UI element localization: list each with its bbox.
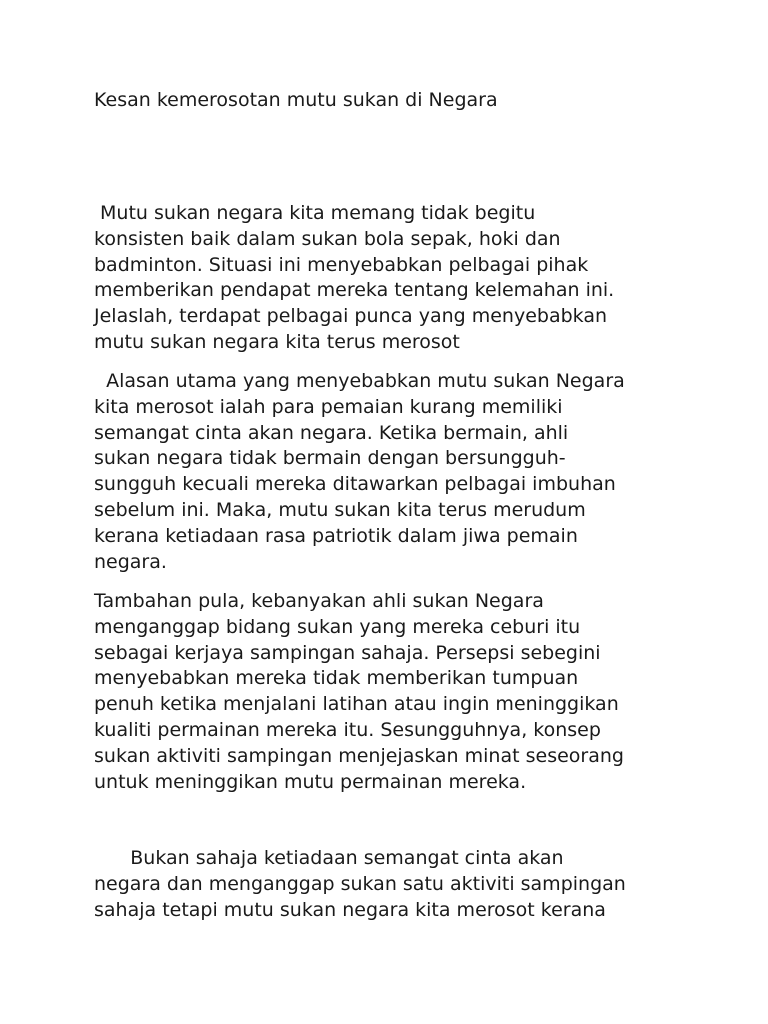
- text-line: kualiti permainan mereka itu. Sesungguhnya, konsep: [94, 718, 601, 741]
- text-line: Mutu sukan negara kita memang tidak begitu: [94, 202, 536, 224]
- text-line: negara dan menganggap sukan satu aktiviti sampingan: [94, 872, 626, 895]
- text-line: menganggap bidang sukan yang mereka ceburi itu: [94, 615, 581, 638]
- text-line: konsisten baik dalam sukan bola sepak, hoki dan: [94, 227, 561, 250]
- text-line: Tambahan pula, kebanyakan ahli sukan Negara: [94, 590, 544, 612]
- text-line: sukan aktiviti sampingan menjejaskan minat seseorang: [94, 744, 624, 767]
- paragraph-1: [94, 201, 694, 356]
- paragraph-3: [94, 589, 694, 795]
- text-line: untuk meninggikan mutu permainan mereka.: [94, 770, 527, 793]
- text-line: sebelum ini. Maka, mutu sukan kita terus merudum: [94, 498, 586, 521]
- text-line: badminton. Situasi ini menyebabkan pelbagai pihak: [94, 253, 589, 276]
- text-line: penuh ketika menjalani latihan atau ingin meninggikan: [94, 693, 619, 716]
- text-line: sahaja tetapi mutu sukan negara kita merosot kerana: [94, 898, 606, 921]
- text-line: sungguh kecuali mereka ditawarkan pelbagai imbuhan: [94, 473, 616, 496]
- text-line: kita merosot ialah para pemaian kurang memiliki: [94, 395, 563, 418]
- text-line: mutu sukan negara kita terus merosot: [94, 330, 460, 353]
- paragraph-4: [94, 846, 694, 923]
- text-line: Alasan utama yang menyebabkan mutu sukan Negara: [94, 370, 625, 392]
- text-line: Bukan sahaja ketiadaan semangat cinta akan: [94, 847, 564, 869]
- text-line: Jelaslah, terdapat pelbagai punca yang menyebabkan: [94, 305, 608, 328]
- paragraph-2: [94, 369, 694, 575]
- document-title: Kesan kemerosotan mutu sukan di Negara: [94, 89, 498, 111]
- text-line: kerana ketiadaan rasa patriotik dalam jiwa pemain: [94, 524, 578, 547]
- text-line: memberikan pendapat mereka tentang kelemahan ini.: [94, 279, 615, 302]
- text-line: sebagai kerjaya sampingan sahaja. Persepsi sebegini: [94, 641, 601, 664]
- text-line: menyebabkan mereka tidak memberikan tumpuan: [94, 667, 579, 690]
- text-line: semangat cinta akan negara. Ketika bermain, ahli: [94, 421, 569, 444]
- text-line: negara.: [94, 550, 167, 573]
- text-line: sukan negara tidak bermain dengan bersungguh-: [94, 447, 566, 470]
